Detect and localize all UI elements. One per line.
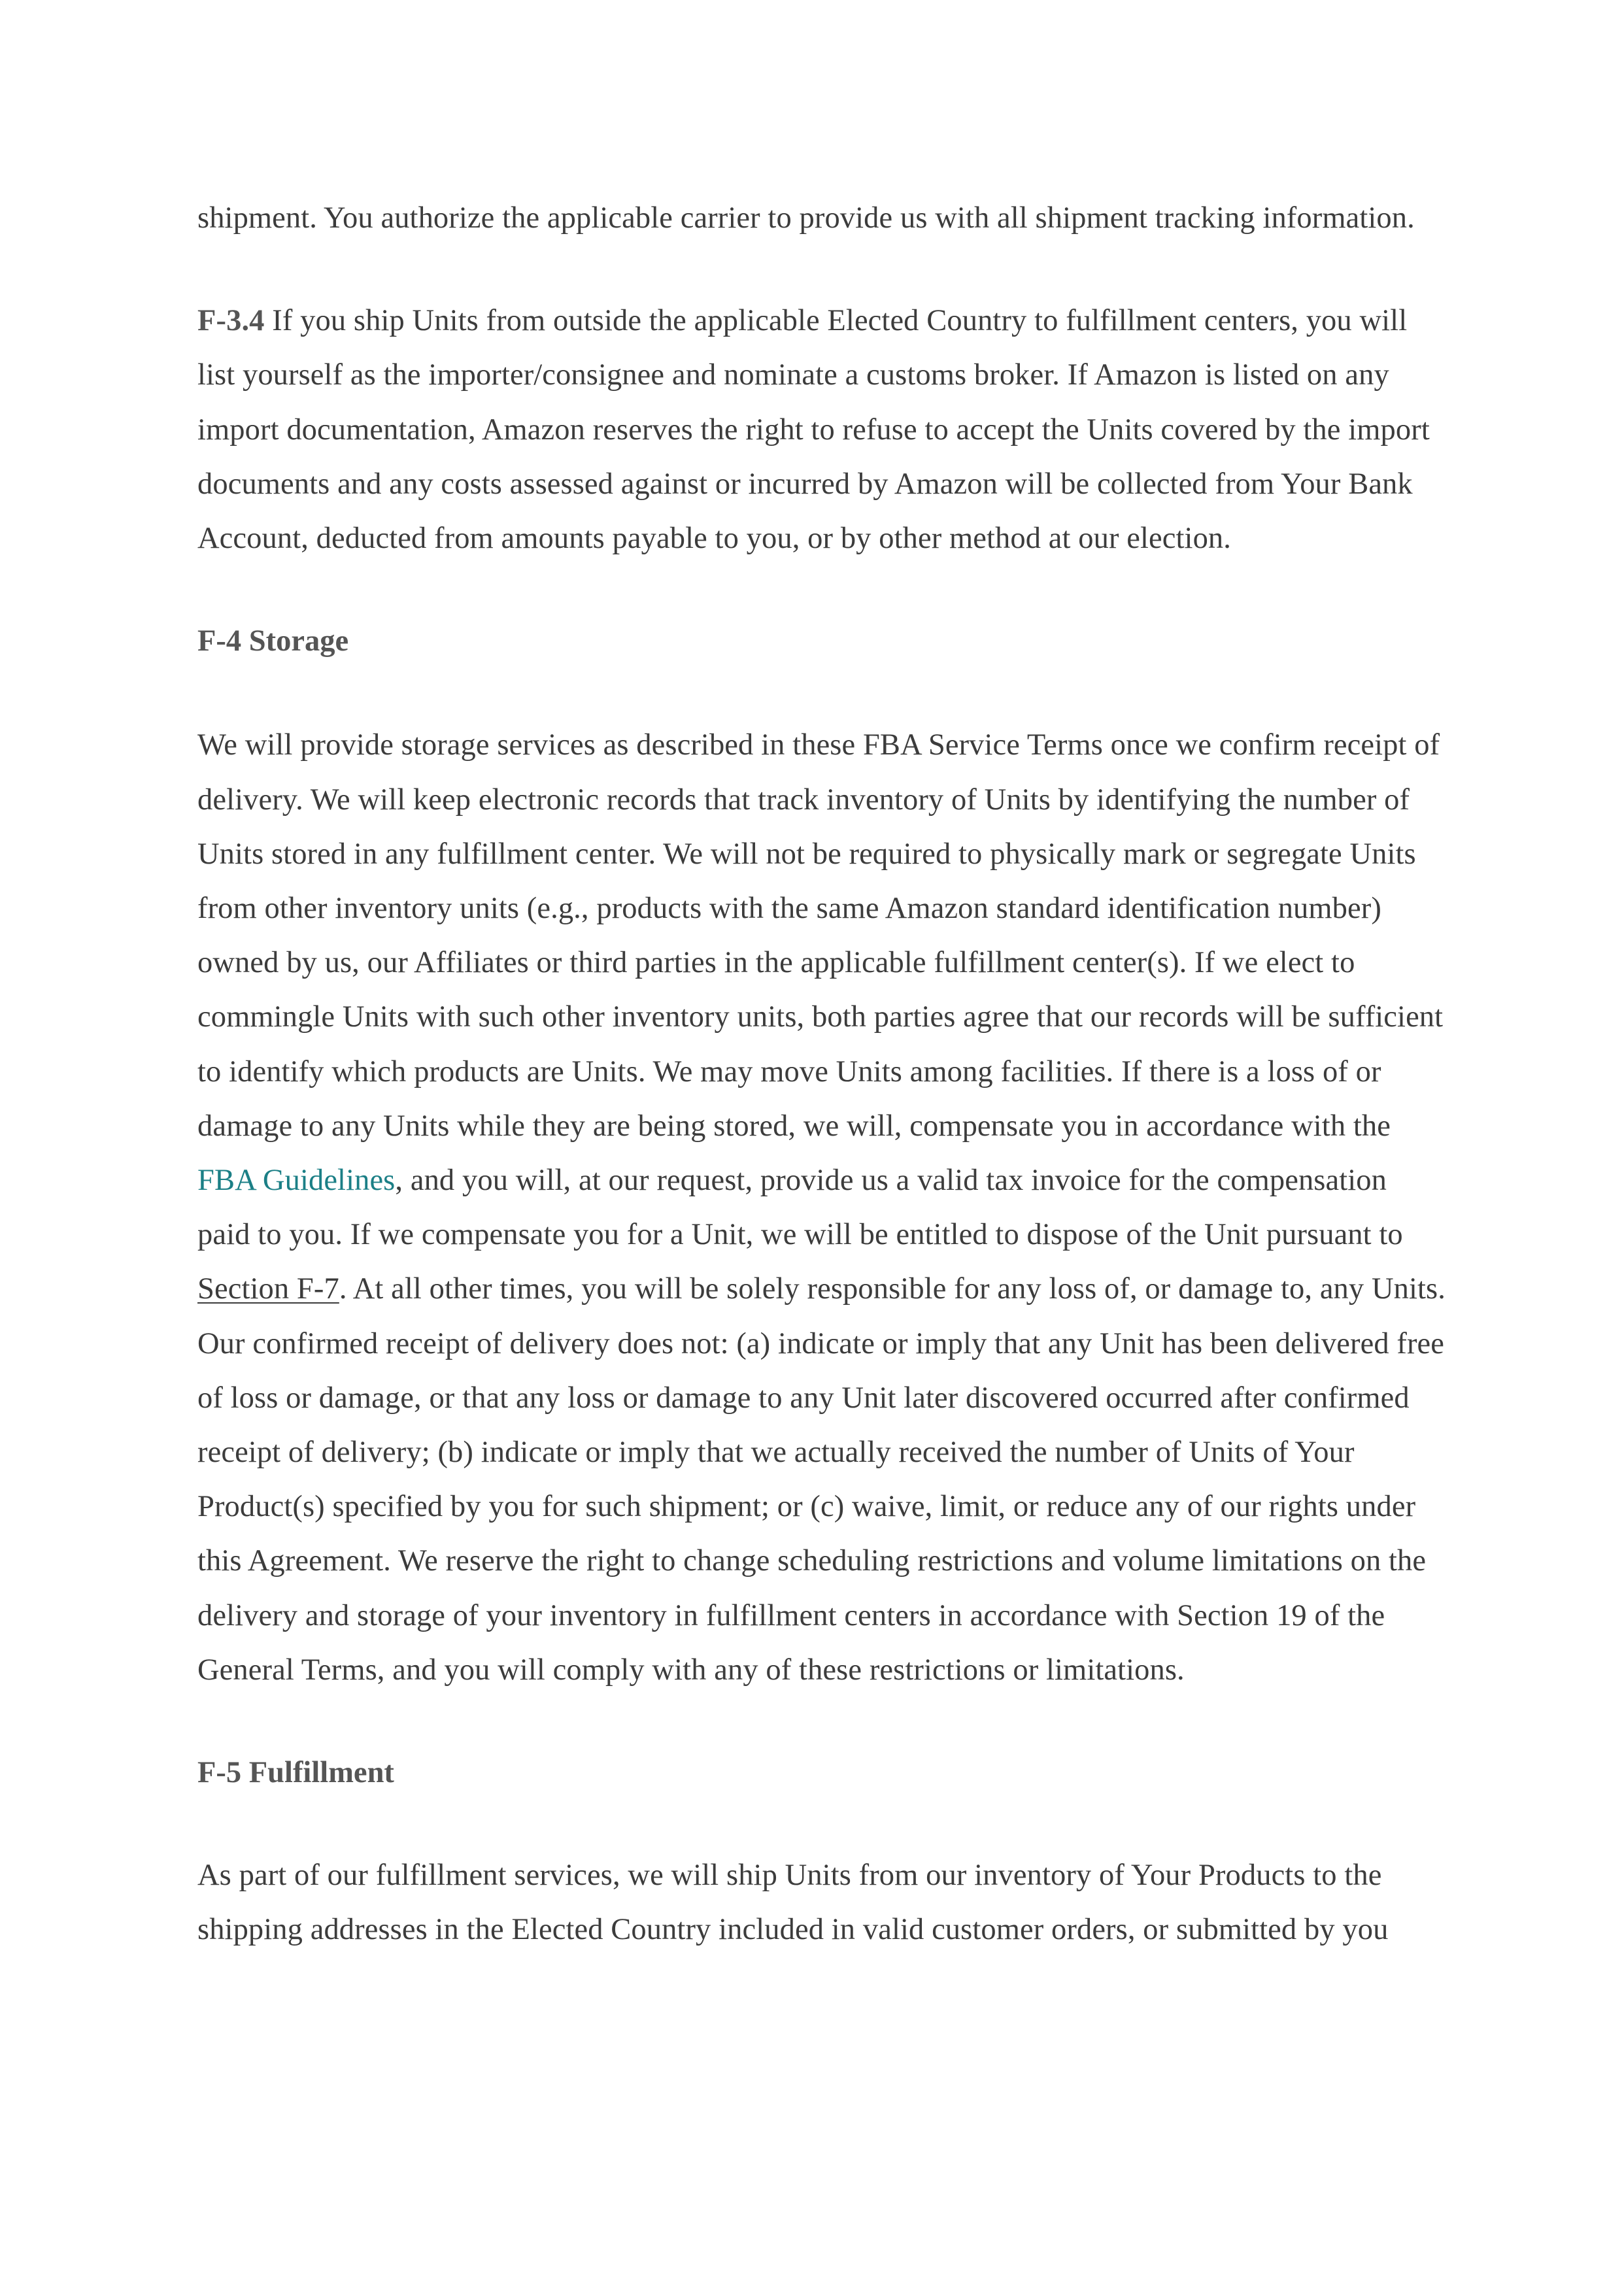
paragraph-f-3-4 [197,294,1446,565]
paragraph-text: . At all other times, you will be solely responsible for any loss of, or damage to, any Units. Our confirmed receipt of delivery does not: (a) indicate or imply that any Unit has been delivered free of loss or damage, or that any loss or damage to any Unit later discovered occurred after confirmed receipt of delivery; (b) indicate or imply that we actually received the number of Units of Your Product(s) specified by you for such shipment; or (c) waive, limit, or reduce any of our rights under this Agreement. We reserve the right to change scheduling restrictions and volume limitations on the delivery and storage of your inventory in fulfillment centers in accordance with Section 19 of the General Terms, and you will comply with any of these restrictions or limitations. [197,1272,1446,1687]
paragraph-text: We will provide storage services as described in these FBA Service Terms once we confirm receipt of delivery. We will keep electronic records that track inventory of Units by identifying the number of Units stored in any fulfillment center. We will not be required to physically mark or segregate Units from other inventory units (e.g., products with the same Amazon standard identification number) owned by us, our Affiliates or third parties in the applicable fulfillment center(s). If we elect to commingle Units with such other inventory units, both parties agree that our records will be sufficient to identify which products are Units. We may move Units among facilities. If there is a loss of or damage to any Units while they are being stored, we will, compensate you in accordance with the [197,728,1444,1143]
paragraph-text: If you ship Units from outside the applicable Elected Country to fulfillment centers, you will list yourself as the importer/consignee and nominate a customs broker. If Amazon is listed on any import documentation, Amazon reserves the right to refuse to accept the Units covered by the import documents and any costs assessed against or incurred by Amazon will be collected from Your Bank Account, deducted from amounts payable to you, or by other method at our election. [197,304,1430,556]
fba-guidelines-link[interactable]: FBA Guidelines [197,1164,396,1198]
heading-f-5-fulfillment: F-5 Fulfillment [197,1756,394,1790]
section-f-7-link[interactable]: Section F-7 [197,1272,339,1306]
document-page [197,191,1446,1957]
paragraph-shipment-tracking [197,191,1446,245]
paragraph-f-5-fulfillment [197,1848,1446,1957]
paragraph-f-4-storage [197,718,1446,1697]
heading-f-4-storage: F-4 Storage [197,624,349,658]
paragraph-text: As part of our fulfillment services, we will ship Units from our inventory of Your Products to the shipping addresses in the Elected Country included in valid customer orders, or submitted by you [197,1859,1389,1947]
section-number-f-3-4: F-3.4 [197,304,265,338]
paragraph-text: , and you will, at our request, provide us a valid tax invoice for the compensation paid to you. If we compensate you for a Unit, we will be entitled to dispose of the Unit pursuant to [197,1164,1403,1252]
paragraph-text: shipment. You authorize the applicable carrier to provide us with all shipment tracking information. [197,201,1415,235]
